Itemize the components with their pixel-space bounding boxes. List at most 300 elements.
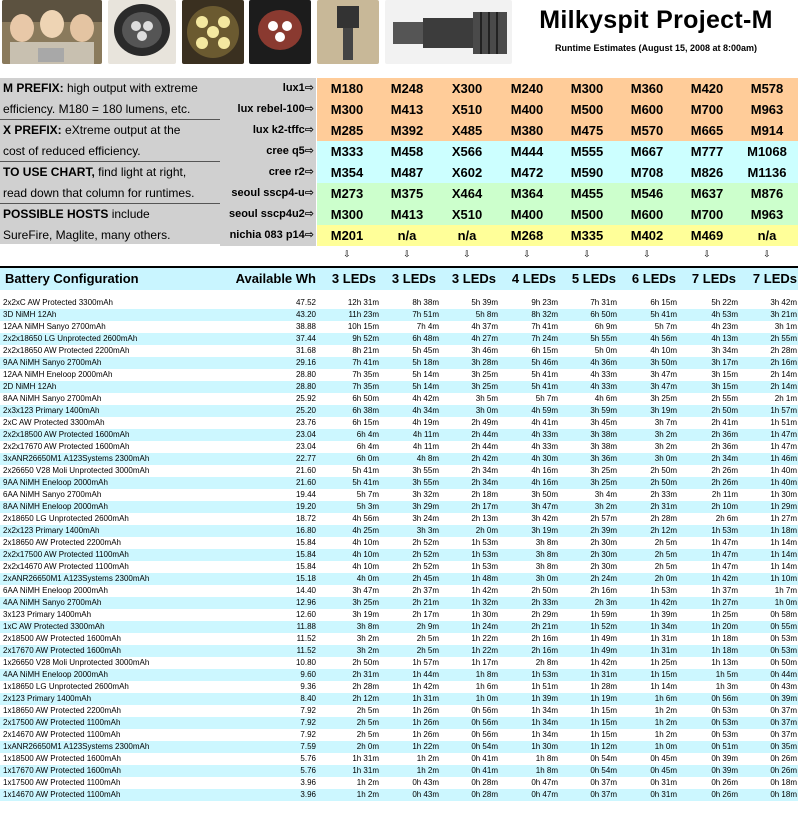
battery-name: 2x2x18650 LG Unprotected 2600mAh bbox=[3, 334, 138, 343]
runtime-value: 6h 15m bbox=[650, 298, 677, 307]
table-row bbox=[0, 705, 798, 717]
runtime-value: 1h 25m bbox=[650, 658, 677, 667]
runtime-value: 1h 53m bbox=[471, 538, 498, 547]
runtime-value: 9h 52m bbox=[352, 334, 379, 343]
table-row bbox=[0, 585, 798, 597]
runtime-value: 0h 37m bbox=[770, 718, 797, 727]
runtime-value: 3h 25m bbox=[590, 478, 617, 487]
runtime-value: 2h 41m bbox=[711, 418, 738, 427]
available-wh: 10.80 bbox=[295, 658, 316, 667]
runtime-value: 2h 12m bbox=[352, 694, 379, 703]
runtime-value: 0h 26m bbox=[770, 766, 797, 775]
info-line-text: eXtreme output at the bbox=[61, 123, 181, 137]
runtime-value: 6h 50m bbox=[590, 310, 617, 319]
runtime-value: 2h 13m bbox=[471, 514, 498, 523]
runtime-value: 1h 20m bbox=[711, 622, 738, 631]
emitter-value: M240 bbox=[510, 81, 544, 96]
available-wh: 7.92 bbox=[300, 730, 316, 739]
runtime-value: 1h 49m bbox=[590, 646, 617, 655]
table-row bbox=[0, 393, 798, 405]
runtime-value: 1h 15m bbox=[650, 670, 677, 679]
runtime-value: 1h 39m bbox=[531, 694, 558, 703]
battery-name: 2x2x14670 AW Protected 1100mAh bbox=[3, 562, 129, 571]
table-row bbox=[0, 621, 798, 633]
runtime-value: 0h 43m bbox=[770, 682, 797, 691]
runtime-value: 2h 30m bbox=[590, 562, 617, 571]
emitter-value: n/a bbox=[397, 228, 417, 243]
runtime-value: 1h 2m bbox=[416, 754, 439, 763]
runtime-value: 7h 51m bbox=[412, 310, 439, 319]
available-wh: 28.80 bbox=[295, 382, 316, 391]
info-line-text: efficiency. M180 = 180 lumens, etc. bbox=[3, 102, 191, 116]
runtime-value: 0h 35m bbox=[770, 742, 797, 751]
runtime-value: 0h 18m bbox=[770, 790, 797, 799]
table-row bbox=[0, 573, 798, 585]
runtime-value: 2h 18m bbox=[471, 490, 498, 499]
runtime-value: 7h 31m bbox=[590, 298, 617, 307]
available-wh: 7.92 bbox=[300, 718, 316, 727]
runtime-value: 5h 41m bbox=[352, 466, 379, 475]
emitter-value: M455 bbox=[570, 186, 604, 201]
runtime-value: 3h 47m bbox=[531, 502, 558, 511]
emitter-value: M469 bbox=[690, 228, 724, 243]
info-line-bold: X PREFIX: bbox=[3, 123, 62, 137]
emitter-row bbox=[220, 225, 798, 246]
emitter-value: n/a bbox=[757, 228, 777, 243]
runtime-value: 2h 50m bbox=[650, 466, 677, 475]
available-wh: 14.40 bbox=[295, 586, 316, 595]
emitter-value: M248 bbox=[390, 81, 424, 96]
runtime-value: 3h 8m bbox=[535, 550, 558, 559]
runtime-value: 3h 8m bbox=[356, 622, 379, 631]
table-row bbox=[0, 369, 798, 381]
emitter-row bbox=[220, 204, 798, 225]
runtime-value: 3h 50m bbox=[531, 490, 558, 499]
available-wh: 18.72 bbox=[295, 514, 316, 523]
table-row bbox=[0, 741, 798, 753]
runtime-value: 0h 26m bbox=[711, 778, 738, 787]
emitter-value: M487 bbox=[390, 165, 424, 180]
runtime-value: 5h 39m bbox=[471, 298, 498, 307]
runtime-value: 7h 41m bbox=[531, 322, 558, 331]
runtime-value: 4h 33m bbox=[531, 430, 558, 439]
emitter-value: M402 bbox=[630, 228, 664, 243]
runtime-value: 2h 42m bbox=[471, 454, 498, 463]
emitter-value: M590 bbox=[570, 165, 604, 180]
runtime-value: 1h 40m bbox=[770, 478, 797, 487]
runtime-value: 1h 30m bbox=[531, 742, 558, 751]
runtime-value: 0h 51m bbox=[711, 742, 738, 751]
available-wh: 5.76 bbox=[300, 754, 316, 763]
battery-name: 2x2x18500 AW Protected 1600mAh bbox=[3, 430, 130, 439]
battery-name: 4AA NiMH Sanyo 2700mAh bbox=[3, 598, 102, 607]
runtime-value: 1h 3m bbox=[715, 682, 738, 691]
runtime-value: 5h 46m bbox=[531, 358, 558, 367]
runtime-value: 0h 39m bbox=[711, 766, 738, 775]
runtime-value: 11h 23m bbox=[348, 310, 379, 319]
battery-name: 1xC AW Protected 3300mAh bbox=[3, 622, 105, 631]
runtime-value: 1h 42m bbox=[471, 586, 498, 595]
runtime-value: 2h 28m bbox=[352, 682, 379, 691]
runtime-value: 3h 28m bbox=[471, 358, 498, 367]
table-row bbox=[0, 609, 798, 621]
emitter-label: lux k2-tffc⇨ bbox=[220, 120, 316, 141]
runtime-value: 2h 17m bbox=[471, 502, 498, 511]
runtime-value: 4h 37m bbox=[471, 322, 498, 331]
runtime-value: 1h 13m bbox=[711, 658, 738, 667]
led-count-header: 7 LEDs bbox=[752, 271, 797, 286]
runtime-value: 2h 50m bbox=[650, 478, 677, 487]
runtime-value: 3h 38m bbox=[590, 430, 617, 439]
emitter-value: M413 bbox=[390, 102, 424, 117]
runtime-value: 2h 5m bbox=[416, 646, 439, 655]
page-title: Milkyspit Project-M bbox=[539, 6, 773, 34]
runtime-value: 2h 36m bbox=[711, 442, 738, 451]
emitter-label: lux1⇨ bbox=[220, 78, 316, 99]
emitter-value: M667 bbox=[630, 144, 664, 159]
battery-name: 2x26650 V28 Moli Unprotected 3000mAh bbox=[3, 466, 150, 475]
battery-name: 1x14670 AW Protected 1100mAh bbox=[3, 790, 121, 799]
table-row bbox=[0, 333, 798, 345]
runtime-value: 1h 26m bbox=[412, 706, 439, 715]
runtime-value: 4h 33m bbox=[590, 370, 617, 379]
runtime-value: 5h 7m bbox=[654, 322, 677, 331]
battery-name: 3D NiMH 12Ah bbox=[3, 310, 57, 319]
emitter-matrix bbox=[220, 78, 798, 259]
runtime-value: 5h 22m bbox=[711, 298, 738, 307]
emitter-value: M444 bbox=[510, 144, 544, 159]
emitter-value: M380 bbox=[510, 123, 544, 138]
runtime-value: 0h 43m bbox=[412, 790, 439, 799]
runtime-value: 2h 28m bbox=[650, 514, 677, 523]
table-row bbox=[0, 561, 798, 573]
runtime-value: 1h 2m bbox=[654, 718, 677, 727]
runtime-value: 1h 53m bbox=[531, 670, 558, 679]
battery-name: 8AA NiMH Sanyo 2700mAh bbox=[3, 394, 102, 403]
info-line-text: read down that column for runtimes. bbox=[3, 186, 195, 200]
runtime-value: 2h 1m bbox=[774, 394, 797, 403]
runtime-value: 3h 7m bbox=[654, 418, 677, 427]
runtime-value: 3h 55m bbox=[412, 478, 439, 487]
table-row bbox=[0, 729, 798, 741]
emitter-label: cree r2⇨ bbox=[220, 162, 316, 183]
down-arrow-icon: ⇩ bbox=[403, 249, 411, 259]
runtime-value: 7h 35m bbox=[352, 382, 379, 391]
emitter-value: M400 bbox=[510, 207, 544, 222]
runtime-value: 0h 56m bbox=[711, 694, 738, 703]
runtime-value: 2h 6m bbox=[715, 514, 738, 523]
available-wh: 3.96 bbox=[300, 790, 316, 799]
battery-name: 1xANR26650M1 A123Systems 2300mAh bbox=[3, 742, 150, 751]
runtime-value: 1h 12m bbox=[590, 742, 617, 751]
emitter-value: M201 bbox=[330, 228, 364, 243]
runtime-value: 2h 28m bbox=[770, 346, 797, 355]
emitter-value: M458 bbox=[390, 144, 424, 159]
runtime-value: 2h 34m bbox=[711, 454, 738, 463]
runtime-value: 0h 18m bbox=[770, 778, 797, 787]
emitter-value: M555 bbox=[570, 144, 604, 159]
runtime-value: 2h 0m bbox=[475, 526, 498, 535]
runtime-value: 2h 31m bbox=[352, 670, 379, 679]
runtime-value: 1h 47m bbox=[711, 550, 738, 559]
runtime-value: 3h 19m bbox=[650, 406, 677, 415]
runtime-value: 1h 18m bbox=[711, 646, 738, 655]
runtime-value: 3h 38m bbox=[590, 442, 617, 451]
battery-name: 2x14670 AW Protected 1100mAh bbox=[3, 730, 121, 739]
led-count-header: 5 LEDs bbox=[571, 271, 616, 286]
table-row bbox=[0, 597, 798, 609]
runtime-value: 0h 41m bbox=[471, 754, 498, 763]
runtime-value: 0h 31m bbox=[650, 790, 677, 799]
runtime-value: 2h 8m bbox=[535, 658, 558, 667]
runtime-value: 2h 14m bbox=[770, 370, 797, 379]
runtime-value: 2h 26m bbox=[711, 478, 738, 487]
emitter-value: M963 bbox=[750, 207, 784, 222]
runtime-value: 4h 30m bbox=[531, 454, 558, 463]
runtime-value: 5h 41m bbox=[531, 370, 558, 379]
runtime-value: 3h 1m bbox=[774, 322, 797, 331]
available-wh: 11.52 bbox=[296, 646, 316, 655]
flashlight-body-icon bbox=[385, 0, 512, 64]
available-wh: 11.88 bbox=[296, 622, 316, 631]
runtime-value: 0h 47m bbox=[531, 790, 558, 799]
emitter-label: nichia 083 p14⇨ bbox=[220, 225, 316, 246]
runtime-value: 1h 8m bbox=[475, 670, 498, 679]
runtime-value: 3h 45m bbox=[590, 418, 617, 427]
runtime-value: 2h 14m bbox=[770, 382, 797, 391]
table-row bbox=[0, 537, 798, 549]
runtime-value: 2h 52m bbox=[412, 562, 439, 571]
table-row bbox=[0, 669, 798, 681]
runtime-value: 12h 31m bbox=[347, 298, 379, 307]
runtime-value: 1h 59m bbox=[590, 610, 617, 619]
info-line-bold: TO USE CHART, bbox=[3, 165, 95, 179]
emitter-value: M546 bbox=[630, 186, 664, 201]
runtime-value: 1h 5m bbox=[715, 670, 738, 679]
info-line-text: cost of reduced efficiency. bbox=[3, 144, 141, 158]
runtime-value: 2h 55m bbox=[711, 394, 738, 403]
available-wh: 29.16 bbox=[295, 358, 316, 367]
runtime-value: 6h 48m bbox=[412, 334, 439, 343]
available-wh: 16.80 bbox=[295, 526, 316, 535]
runtime-value: 4h 41m bbox=[531, 418, 558, 427]
runtime-value: 1h 14m bbox=[650, 682, 677, 691]
runtime-value: 2h 16m bbox=[531, 646, 558, 655]
emitter-value: M300 bbox=[330, 102, 364, 117]
emitter-value: X485 bbox=[451, 123, 483, 138]
runtime-value: 5h 8m bbox=[475, 310, 498, 319]
runtime-value: 1h 15m bbox=[590, 706, 617, 715]
battery-name: 2xC AW Protected 3300mAh bbox=[3, 418, 105, 427]
runtime-value: 0h 37m bbox=[590, 790, 617, 799]
available-wh: 5.76 bbox=[300, 766, 316, 775]
runtime-value: 1h 2m bbox=[356, 790, 379, 799]
runtime-value: 1h 46m bbox=[770, 454, 797, 463]
runtime-value: 6h 15m bbox=[531, 346, 558, 355]
battery-name: 2x17500 AW Protected 1100mAh bbox=[3, 718, 121, 727]
runtime-value: 5h 14m bbox=[412, 370, 439, 379]
runtime-value: 0h 53m bbox=[770, 634, 797, 643]
runtime-value: 6h 50m bbox=[352, 394, 379, 403]
runtime-value: 4h 16m bbox=[531, 466, 558, 475]
runtime-value: 1h 31m bbox=[650, 634, 677, 643]
runtime-value: 1h 57m bbox=[770, 406, 797, 415]
runtime-value: 1h 2m bbox=[356, 778, 379, 787]
runtime-value: 4h 0m bbox=[356, 574, 379, 583]
runtime-value: 6h 15m bbox=[352, 418, 379, 427]
runtime-value: 2h 10m bbox=[711, 502, 738, 511]
runtime-value: 1h 2m bbox=[654, 730, 677, 739]
runtime-value: 1h 47m bbox=[770, 430, 797, 439]
runtime-value: 2h 0m bbox=[654, 574, 677, 583]
emitter-value: X602 bbox=[451, 165, 483, 180]
runtime-value: 1h 49m bbox=[590, 634, 617, 643]
info-line-text: find light at right, bbox=[94, 165, 187, 179]
runtime-value: 0h 56m bbox=[471, 706, 498, 715]
runtime-value: 7h 35m bbox=[352, 370, 379, 379]
table-row bbox=[0, 789, 798, 801]
led-array-icon bbox=[182, 0, 244, 64]
runtime-value: 2h 57m bbox=[590, 514, 617, 523]
info-line bbox=[0, 99, 220, 120]
runtime-value: 1h 48m bbox=[471, 574, 498, 583]
available-wh: 25.20 bbox=[295, 406, 316, 415]
emitter-value: M578 bbox=[750, 81, 784, 96]
runtime-value: 4h 33m bbox=[590, 382, 617, 391]
runtime-value: 0h 54m bbox=[471, 742, 498, 751]
runtime-value: 3h 21m bbox=[770, 310, 797, 319]
runtime-value: 1h 25m bbox=[711, 610, 738, 619]
runtime-value: 10h 15m bbox=[347, 322, 379, 331]
runtime-value: 2h 49m bbox=[471, 418, 498, 427]
emitter-value: M180 bbox=[330, 81, 364, 96]
runtime-value: 0h 47m bbox=[531, 778, 558, 787]
runtime-value: 5h 41m bbox=[531, 382, 558, 391]
emitter-value: M570 bbox=[630, 123, 664, 138]
runtime-value: 7h 24m bbox=[531, 334, 558, 343]
table-row bbox=[0, 453, 798, 465]
available-wh: 23.04 bbox=[295, 430, 316, 439]
info-line bbox=[0, 78, 220, 99]
runtime-value: 1h 27m bbox=[711, 598, 738, 607]
runtime-value: 3h 32m bbox=[412, 490, 439, 499]
battery-name: 3xANR26650M1 A123Systems 2300mAh bbox=[3, 454, 150, 463]
available-wh: 19.20 bbox=[295, 502, 316, 511]
runtime-value: 1h 8m bbox=[535, 766, 558, 775]
runtime-value: 1h 53m bbox=[711, 526, 738, 535]
emitter-value: M708 bbox=[630, 165, 664, 180]
runtime-value: 3h 2m bbox=[356, 646, 379, 655]
info-line bbox=[0, 141, 220, 162]
runtime-value: 1h 47m bbox=[770, 442, 797, 451]
emitter-value: M637 bbox=[690, 186, 724, 201]
emitter-value: M700 bbox=[690, 102, 724, 117]
runtime-value: 2h 26m bbox=[711, 466, 738, 475]
runtime-value: 1h 0m bbox=[774, 598, 797, 607]
table-row bbox=[0, 633, 798, 645]
runtime-value: 0h 44m bbox=[770, 670, 797, 679]
table-row bbox=[0, 693, 798, 705]
runtime-value: 4h 56m bbox=[352, 514, 379, 523]
runtime-value: 1h 42m bbox=[650, 598, 677, 607]
battery-name: 2x17670 AW Protected 1600mAh bbox=[3, 646, 121, 655]
battery-name: 1x18650 AW Protected 2200mAh bbox=[3, 706, 121, 715]
emitter-row bbox=[220, 162, 798, 183]
available-wh: 7.92 bbox=[300, 706, 316, 715]
runtime-value: 0h 28m bbox=[471, 778, 498, 787]
runtime-value: 2h 34m bbox=[471, 466, 498, 475]
battery-name: 2x18500 AW Protected 1600mAh bbox=[3, 634, 121, 643]
runtime-value: 1h 0m bbox=[475, 694, 498, 703]
runtime-value: 3h 25m bbox=[471, 370, 498, 379]
available-wh-header: Available Wh bbox=[235, 271, 316, 286]
runtime-value: 6h 38m bbox=[352, 406, 379, 415]
runtime-value: 9h 23m bbox=[531, 298, 558, 307]
battery-name: 2x3x123 Primary 1400mAh bbox=[3, 406, 100, 415]
runtime-value: 2h 37m bbox=[412, 586, 439, 595]
table-row bbox=[0, 765, 798, 777]
runtime-value: 5h 14m bbox=[412, 382, 439, 391]
runtime-value: 5h 0m bbox=[594, 346, 617, 355]
runtime-value: 2h 16m bbox=[770, 358, 797, 367]
runtime-value: 1h 26m bbox=[412, 730, 439, 739]
runtime-value: 3h 8m bbox=[535, 538, 558, 547]
battery-name: 3x123 Primary 1400mAh bbox=[3, 610, 92, 619]
runtime-value: 3h 15m bbox=[711, 370, 738, 379]
battery-name: 8AA NiMH Eneloop 2000mAh bbox=[3, 502, 108, 511]
runtime-value: 6h 9m bbox=[594, 322, 617, 331]
runtime-value: 3h 42m bbox=[531, 514, 558, 523]
table-row bbox=[0, 429, 798, 441]
available-wh: 12.60 bbox=[295, 610, 316, 619]
available-wh: 15.18 bbox=[295, 574, 316, 583]
runtime-value: 0h 53m bbox=[711, 718, 738, 727]
runtime-value: 2h 5m bbox=[654, 538, 677, 547]
runtime-value: 1h 47m bbox=[711, 562, 738, 571]
runtime-value: 2h 44m bbox=[471, 430, 498, 439]
runtime-value: 4h 23m bbox=[711, 322, 738, 331]
runtime-value: 3h 3m bbox=[416, 526, 439, 535]
emitter-value: M273 bbox=[330, 186, 364, 201]
emitter-value: M285 bbox=[330, 123, 364, 138]
battery-name: 2D NiMH 12Ah bbox=[3, 382, 57, 391]
runtime-value: 2h 45m bbox=[412, 574, 439, 583]
runtime-value: 1h 52m bbox=[590, 622, 617, 631]
emitter-value: M876 bbox=[750, 186, 784, 201]
led-count-header: 3 LEDs bbox=[391, 271, 436, 286]
battery-name: 2x18650 LG Unprotected 2600mAh bbox=[3, 514, 129, 523]
runtime-value: 6h 4m bbox=[356, 442, 379, 451]
runtime-value: 1h 6m bbox=[654, 694, 677, 703]
runtime-value: 4h 10m bbox=[352, 562, 379, 571]
runtime-value: 4h 36m bbox=[590, 358, 617, 367]
runtime-value: 3h 25m bbox=[590, 466, 617, 475]
runtime-value: 2h 5m bbox=[416, 634, 439, 643]
battery-name: 2x18650 AW Protected 2200mAh bbox=[3, 538, 121, 547]
runtime-value: 1h 15m bbox=[590, 718, 617, 727]
runtime-value: 3h 47m bbox=[650, 370, 677, 379]
runtime-value: 1h 42m bbox=[711, 574, 738, 583]
emitter-value: M400 bbox=[510, 102, 544, 117]
runtime-value: 1h 28m bbox=[590, 682, 617, 691]
available-wh: 15.84 bbox=[295, 538, 316, 547]
runtime-value: 1h 42m bbox=[590, 658, 617, 667]
runtime-value: 3h 0m bbox=[475, 406, 498, 415]
table-row bbox=[0, 513, 798, 525]
emitter-value: M364 bbox=[510, 186, 544, 201]
runtime-value: 2h 31m bbox=[650, 502, 677, 511]
runtime-value: 1h 53m bbox=[471, 550, 498, 559]
